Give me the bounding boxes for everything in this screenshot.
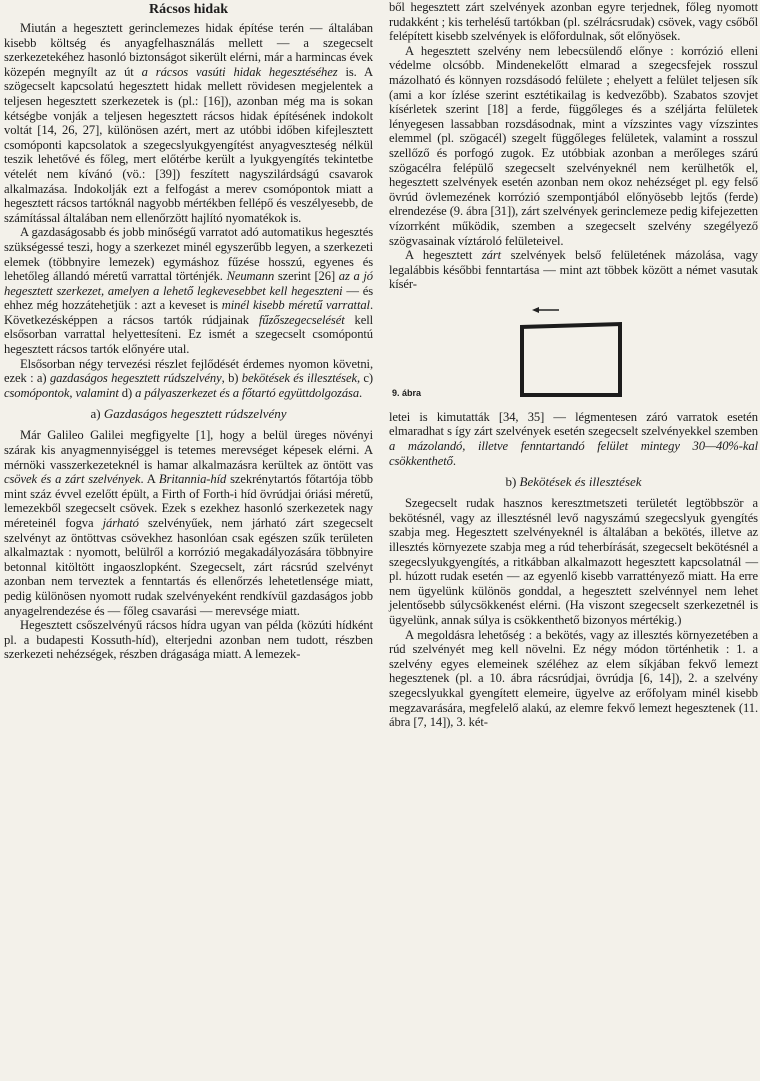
top-flange — [520, 322, 622, 329]
paragraph-5: Hegesztett csőszelvényű rácsos hídra ugyan van példa (közúti hídként pl. a budapesti Kossuth-híd), elterjedni azonban nem tudott, részben szerkezeti nehézségek, részben drágasága miatt. A lemezek- — [4, 618, 373, 662]
paragraph-5-continued: ből hegesztett zárt szelvények azonban egyre terjednek, főleg nyomott rudakként ; kis terhelésű tartókban (pl. szélrácsrudak) csövek, vagy csőből felépített kisebb szelvények is előfordulnak, sőt előnyösek. — [389, 0, 758, 44]
paragraph-3: Elsősorban négy tervezési részlet fejlődését érdemes nyomon követni, ezek : a) gazdaságos hegesztett rúdszelvény, b) bekötések és illesztések, c) csomópontok, valamint d) a pályaszerkezet és a főtartó együttdolgozása. — [4, 356, 374, 400]
left-web — [520, 326, 524, 396]
paragraph-8: Szegecselt rudak hasznos keresztmetszeti területét legtöbbször a bekötésnél, vagy az illesztésnél levő nagyszámú szegecslyuk gyengítés szabja meg. Hegesztett szelvényeknél is általában a bekötés, illetve az illesztés környezete szabja meg a rúd teherbírását, szegecselt bekötésnél a szegecslyukgyengítés, a ritkábban alkalmazott hegesztett kapcsolatnál — pl. húzott rudak esetén — az egyenlő kisebb varrattényező miatt. Ha erre nem ügyelünk különös gonddal, a hegesztett szelvénnyel nem lehet jelentősebb súlycsökkenést elérni. (Ha viszont szegecselt szerkezetnél is ügyelünk, annak súlya is csökkenthető bizonyos mértékig.) — [389, 496, 758, 627]
paragraph-9: A megoldásra lehetőség : a bekötés, vagy az illesztés környezetében a rúd szelvényét meg kell növelni. Ez négy módon történhetik : 1. a szelvény egyes elemeinek széléhez az elem síkjában fekvő lemezt hegesztenek (pl. a 10. ábra rácsrúdjai, övrúdja [6, 14]), 2. a szelvény szegecslyukkal gyengített elemeire, ügyelve az erőfolyam minél kisebb megzavarására, megfelelő alakú, az elemre fekvő lemezt hegesztenek (11. ábra [7, 14]), 3. két- — [389, 627, 758, 730]
closed-section-diagram — [389, 298, 758, 406]
subheading-b: b) Bekötések és illesztések — [505, 474, 642, 490]
paragraph-1: Miután a hegesztett gerinclemezes hidak építése terén — általában kisebb költség és anyagfelhasználás mellett — a szegecselt szerkezetekéhez hasonló biztonságot sikerült elérni, már a harmincas évek közepén megnyílt az út a rácsos vasúti hidak hegesztéséhez is. A szögecselt kapcsolatú hegesztett hidak mellett rövidesen megjelentek a teljesen hegesztett szerkezetek is (pl.: [16]), azonban még ma is sokan kétségbe vonják a teljesen hegesztett rácsos hidak építésének indokolt voltát [14, 26, 27], különösen azért, mert az utóbbi időben kifejlesztett csomóponti kapcsolatok a szegecslyukgyengítést anyagveszteség nélkül teszik lehetővé és főleg, mert előtérbe került a lyukgyengítés tekintetbe vételét nem kívánó (vö.: [39]) feszített nagyszilárdságú csavarok alkalmazása. Indokolják ezt a felfogást a merev csomópontok miatt a hegesztett rácsos tartóknál nagyobb mértékben fellépő és veszélyesebb, de számítással általában nem ellenőrzött hajlító nyomatékok is. — [4, 21, 373, 225]
paragraph-2: A gazdaságosabb és jobb minőségű varratot adó automatikus hegesztés szükségessé teszi, hogy a szerkezet minél egyszerűbb legyen, a szerkezeti elemek (többnyire lemezek) egymáshoz fűzése hosszú, egyenes és lehetőleg állandó méretű varrattal történjék. Neumann szerint [26] az a jó hegesztett szerkezet, amelyen a lehető legkevesebbet kell hegeszteni — és ehhez még hozzátehetjük : azt a keveset is minél kisebb méretű varrattal. Következésképpen a rácsos tartók rúdjainak fűzőszegecselését kell elsősorban varrattal helyettesíteni. Ez ismét a szegecselt csomópontú hegesztett rácsos tartók előnyére utal. — [4, 225, 374, 357]
paragraph-6: A hegesztett szelvény nem lebecsülendő előnye : korrózió elleni védelme olcsóbb. Mindenekelőtt elmarad a szegecsfejek rosszul mázolható és könnyen rozsdásodó felülete ; ehelyett a felület teljesen sík (ami a kor ízlése szerint esztétikailag is kedvezőbb). Szabatos szovjet kísérletek szerint [18] a ferde, függőleges és a széljárta felületek lényegesen lassabban rozsdásodnak, mint a vízszintes vagy vízszintes elemmel (pl. szögacél) szegelt függőleges felületek, valamint a rosszul szellőző és porfogó zugok. Ez utóbbiak azonban a merőleges szárú szögacélra felépülő szegecselt szelvényeknél nem kerülhetők el, hegesztett szelvények esetén azonban nem okoz nehézséget pl. egy felső övrúd övlemezének korrózió szempontjából előnyösebb lejtős (ferde) elrendezése (9. ábra [31]), zárt szelvények gerinclemeze pedig kifejezetten vízorrként működik, szemben a szegecselt szelvény szegélyező szögvasainak víztároló felületeivel. — [389, 43, 758, 248]
right-column — [389, 0, 758, 730]
slope-arrow-head — [532, 307, 539, 313]
section-title: Rácsos hidak — [149, 2, 228, 17]
left-column — [4, 0, 373, 662]
paragraph-4: Már Galileo Galilei megfigyelte [1], hogy a belül üreges növényi szárak kis anyagmennyiséggel is tetemes merevséget képesek elérni. A mérnöki vasszerkezeteknél is hamar alkalmazásra kerültek az öntött vas csövek és a zárt szelvények. A Britannia-híd szekrénytartós főtartója több mint száz évvel ezelőtt épült, a Firth of Forth-i híd övrúdjai óriási méretű, lemezekből szegecselt csövek. Ezek s ezekhez hasonló szerkezetek nagy méreteinél fogva járható szelvényűek, nem járható zárt szegecselt szelvényt az öntöttvas csövekhez hasonlóan csak egészen szűk területen alkalmaztak : nyomott, belülről a korrózió megakadályozására többnyire betonnal kitöltött ingaoszlopként. Szegecselt, zárt rácsrúd szelvényt azonban nem terveztek a fenntartás és ellenőrzés lehetetlensége miatt, pedig különösen nyomott rudak szelvényeként rendkívül gazdaságos jobb anyagelrendezése és — főleg csavarási — merevsége miatt. — [4, 428, 374, 618]
figure-label: 9. ábra — [392, 387, 422, 398]
subheading-a: a) Gazdaságos hegesztett rúdszelvény — [90, 406, 287, 422]
paragraph-7-continued: letei is kimutatták [34, 35] — légmentesen záró varratok esetén elmaradhat s így zárt szelvények esetén szegecselt szelvényekkel szemben a mázolandó, illetve fenntartandó felület mintegy 30—40%-kal csökkenthető. — [389, 409, 758, 468]
figure-9 — [389, 298, 758, 406]
paragraph-7: A hegesztett zárt szelvények belső felületének mázolása, vagy legalábbis későbbi fenntartása — mint azt többek között a német vasutak kísér- — [389, 248, 759, 292]
bottom-flange — [520, 393, 622, 397]
right-web — [618, 324, 622, 396]
